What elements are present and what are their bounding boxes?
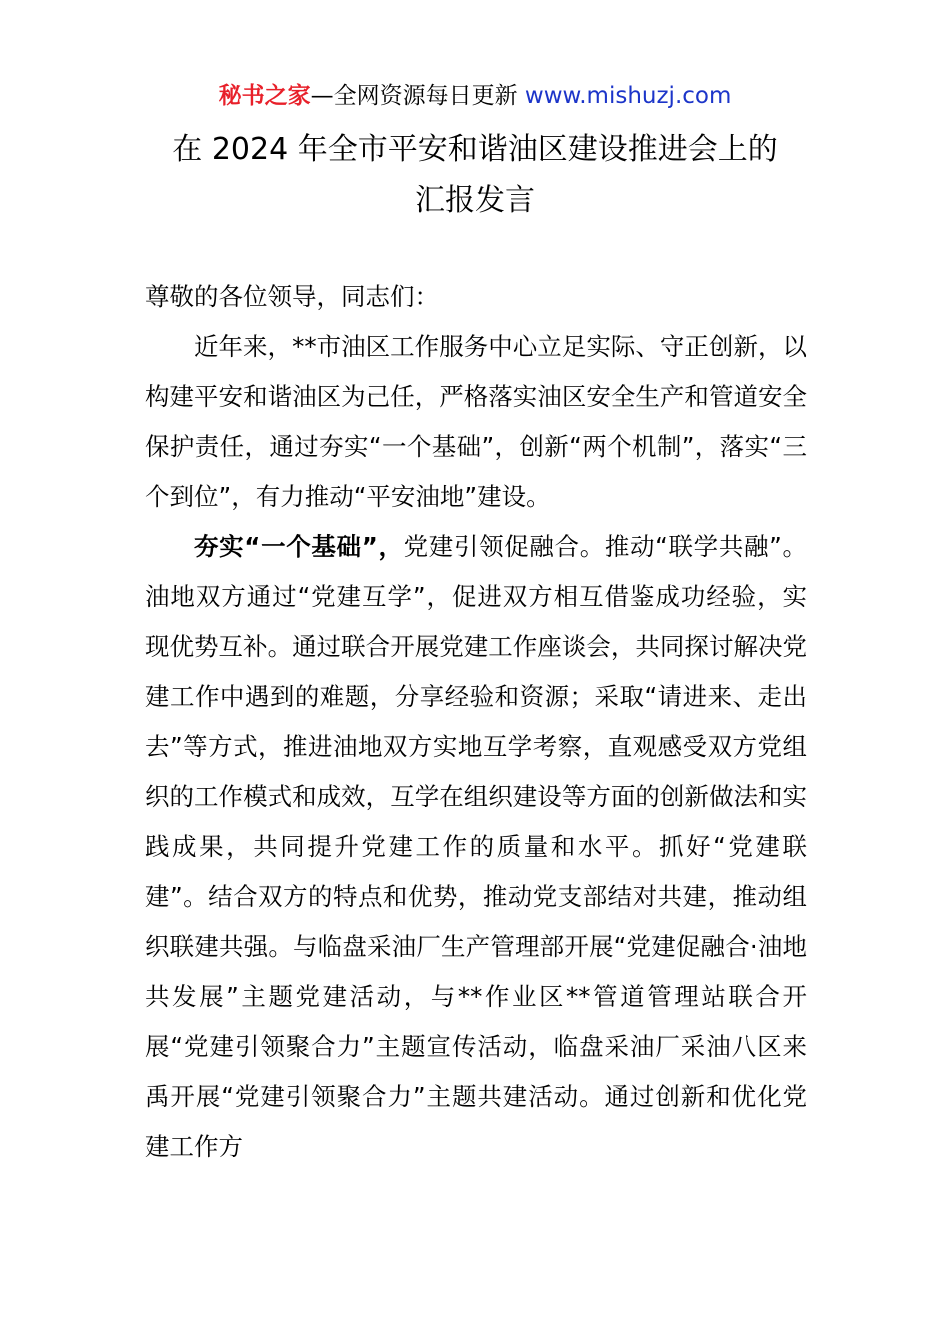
document-body xyxy=(145,272,807,1172)
title-line-1: 在 2024 年全市平安和谐油区建设推进会上的 xyxy=(172,132,778,167)
salutation: 尊敬的各位领导，同志们： xyxy=(145,282,439,311)
title-line-2: 汇报发言 xyxy=(415,183,535,218)
paragraph-foundation xyxy=(145,522,807,1172)
paragraph-foundation-heading: 夯实“一个基础”， xyxy=(194,532,404,561)
document-title xyxy=(0,124,950,226)
site-url-link[interactable]: www.mishuzj.com xyxy=(524,83,732,109)
paragraph-foundation-body: 党建引领促融合。推动“联学共融”。油地双方通过“党建互学”，促进双方相互借鉴成功经验，实现优势互补。通过联合开展党建工作座谈会，共同探讨解决党建工作中遇到的难题，分享经验和资源；采取“请进来、走出去”等方式，推进油地双方实地互学考察，直观感受双方党组织的工作模式和成效，互学在组织建设等方面的创新做法和实践成果，共同提升党建工作的质量和水平。抓好“党建联建”。结合双方的特点和优势，推动党支部结对共建，推动组织联建共强。与临盘采油厂生产管理部开展“党建促融合·油地共发展”主题党建活动，与**作业区**管道管理站联合开展“党建引领聚合力”主题宣传活动，临盘采油厂采油八区来禹开展“党建引领聚合力”主题共建活动。通过创新和优化党建工作方 xyxy=(145,532,807,1161)
paragraph-intro: 近年来，**市油区工作服务中心立足实际、守正创新，以构建平安和谐油区为己任，严格落实油区安全生产和管道安全保护责任，通过夯实“一个基础”，创新“两个机制”，落实“三个到位”，有力推动“平安油地”建设。 xyxy=(145,332,807,511)
header-tagline: —全网资源每日更新 xyxy=(310,83,525,109)
brand-name: 秘书之家 xyxy=(218,83,311,109)
site-header xyxy=(0,80,950,112)
